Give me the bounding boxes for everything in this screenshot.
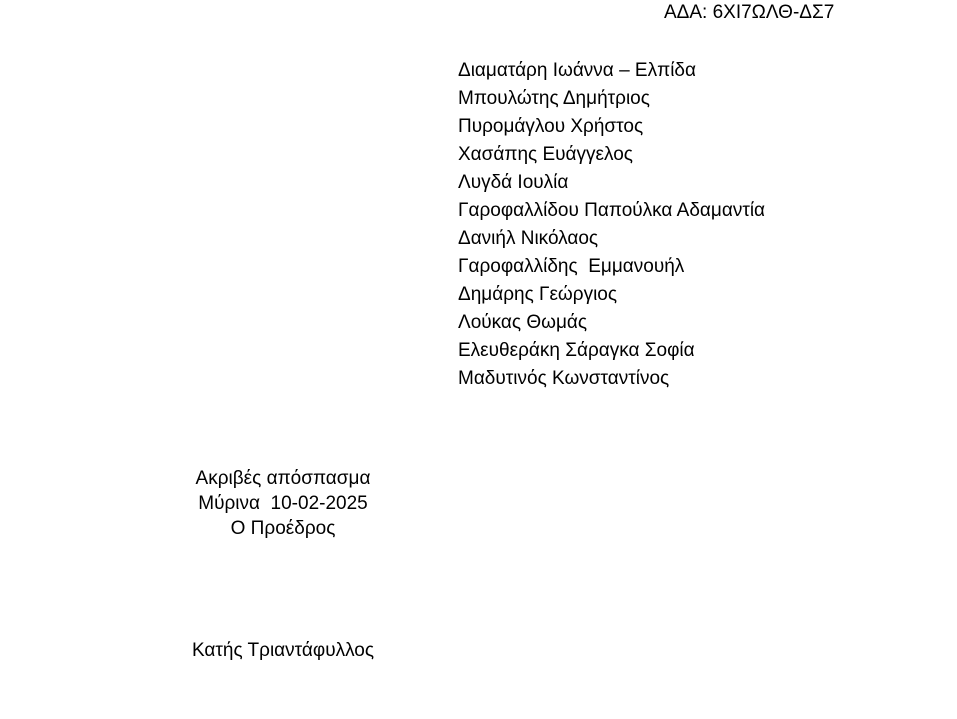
member-name: Πυρομάγλου Χρήστος bbox=[458, 116, 644, 137]
certification-title: Ακριβές απόσπασμα bbox=[195, 468, 371, 489]
member-name: Διαματάρη Ιωάννα – Ελπίδα bbox=[458, 60, 696, 81]
certification-role: Ο Προέδρος bbox=[230, 518, 336, 539]
member-name: Λούκας Θωμάς bbox=[458, 312, 588, 333]
member-name: Γαροφαλλίδης Εμμανουήλ bbox=[458, 256, 685, 277]
signatory-name: Κατής Τριαντάφυλλος bbox=[191, 640, 375, 661]
member-name: Γαροφαλλίδου Παπούλκα Αδαμαντία bbox=[458, 200, 766, 221]
member-name: Μαδυτινός Κωνσταντίνος bbox=[458, 368, 670, 389]
member-name: Δημάρης Γεώργιος bbox=[458, 284, 618, 305]
certification-block bbox=[182, 466, 384, 541]
member-name: Χασάπης Ευάγγελος bbox=[458, 144, 633, 165]
ada-number: ΑΔΑ: 6ΧΙ7ΩΛΘ-ΔΣ7 bbox=[664, 2, 835, 23]
members-list bbox=[458, 57, 765, 393]
member-name: Λυγδά Ιουλία bbox=[458, 172, 569, 193]
member-name: Ελευθεράκη Σάραγκα Σοφία bbox=[458, 340, 695, 361]
certification-place-date: Μύρινα 10-02-2025 bbox=[198, 493, 368, 514]
member-name: Μπουλώτης Δημήτριος bbox=[458, 88, 650, 109]
member-name: Δανιήλ Νικόλαος bbox=[458, 228, 599, 249]
